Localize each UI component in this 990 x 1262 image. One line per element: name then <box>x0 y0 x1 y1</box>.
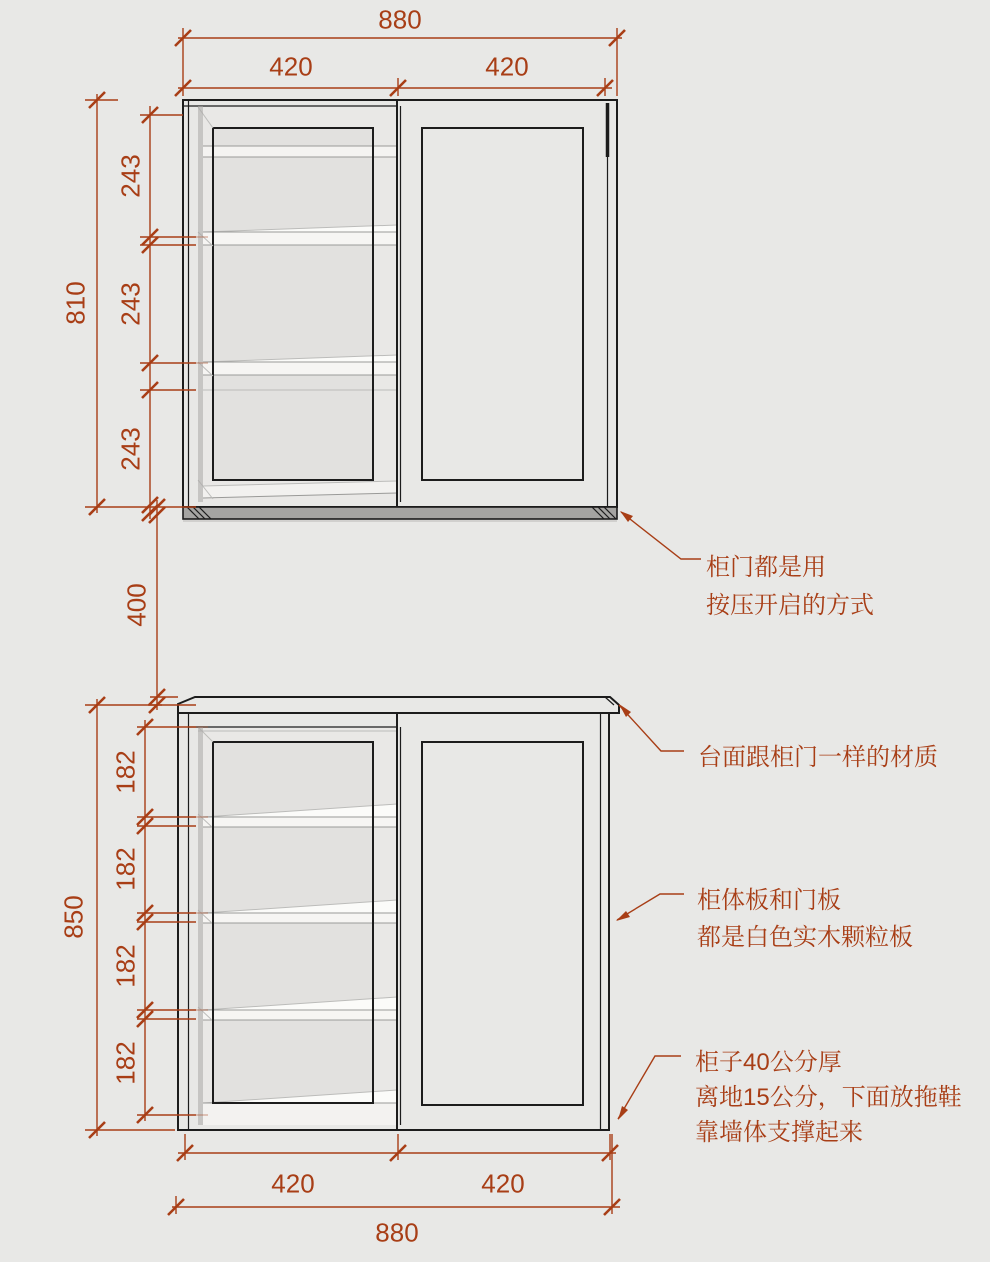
dim-top-section-2: 243 <box>115 282 146 326</box>
dim-bottom-overall-height: 850 <box>58 895 89 939</box>
annotation-line: 柜子40公分厚 <box>695 1049 842 1076</box>
dim-top-door-width-left: 420 <box>269 51 313 82</box>
dim-top-section-1: 243 <box>115 154 146 198</box>
top-cabinet <box>183 100 617 521</box>
annotation-line: 按压开启的方式 <box>706 592 874 619</box>
annotation-panel-material <box>697 882 913 956</box>
dim-top-door-width-right: 420 <box>485 51 529 82</box>
dim-top-overall-width: 880 <box>378 4 422 35</box>
annotation-base-support <box>695 1045 962 1150</box>
annotation-line: 离地15公分，下面放拖鞋 <box>695 1084 962 1111</box>
bottom-cabinet <box>178 697 619 1130</box>
dim-bottom-door-width-right: 420 <box>481 1168 525 1199</box>
dim-bottom-overall-width: 880 <box>375 1217 419 1248</box>
dim-bottom-section-4: 182 <box>110 1041 141 1085</box>
dim-wall-gap: 400 <box>121 583 152 627</box>
dim-top-section-3: 243 <box>115 427 146 471</box>
annotation-countertop <box>698 739 938 777</box>
dim-bottom-door-width-left: 420 <box>271 1168 315 1199</box>
dim-bottom-section-3: 182 <box>110 944 141 988</box>
dim-top-overall-height: 810 <box>60 281 91 325</box>
annotation-line: 都是白色实木颗粒板 <box>697 924 913 951</box>
dim-bottom-section-1: 182 <box>110 750 141 794</box>
dim-bottom-section-2: 182 <box>110 847 141 891</box>
annotation-line: 靠墙体支撑起来 <box>695 1119 863 1146</box>
annotation-line: 台面跟柜门一样的材质 <box>698 744 938 771</box>
leader-lines <box>616 511 701 1120</box>
annotation-door-open <box>706 549 874 625</box>
annotation-line: 柜门都是用 <box>706 554 826 581</box>
annotation-line: 柜体板和门板 <box>697 887 841 914</box>
